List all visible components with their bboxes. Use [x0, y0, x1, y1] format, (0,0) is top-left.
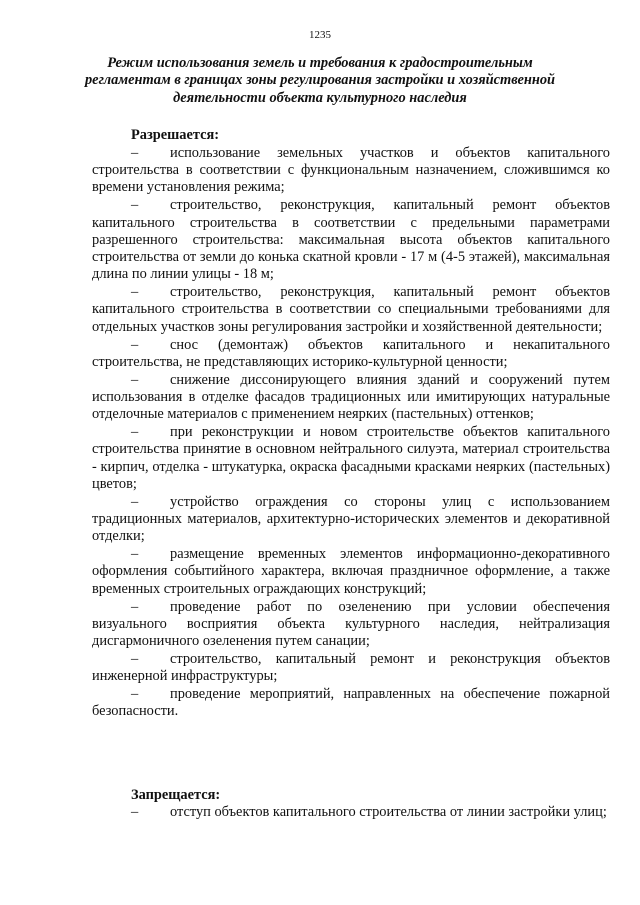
- allowed-item-text: при реконструкции и новом строительстве объектов капитального строительства принятие в основном нейтрального силуэта, материал строительства - кирпич, отделка - штукатурка, окраска фасадными красками неярких (пастельных) цветов;: [92, 424, 610, 492]
- allowed-list: [92, 145, 610, 721]
- allowed-item: [92, 424, 610, 493]
- allowed-item-text: строительство, реконструкция, капитальный ремонт объектов капитального строительства в соответствии со специальными требованиями для отдельных участков зоны регулирования застройки и хозяйственной деятельности;: [92, 284, 610, 335]
- dash-marker: –: [131, 598, 139, 615]
- page-number: 1235: [309, 29, 331, 41]
- allowed-item: [92, 686, 610, 720]
- allowed-item: [92, 494, 610, 546]
- dash-marker: –: [131, 336, 139, 353]
- allowed-item-text: строительство, капитальный ремонт и реконструкция объектов инженерной инфраструктуры;: [92, 651, 610, 685]
- allowed-item-text: размещение временных элементов информационно-декоративного оформления событийного характера, включая праздничное оформление, а также временных строительных ограждающих конструкций;: [92, 546, 610, 597]
- dash-marker: –: [131, 284, 139, 301]
- document-title: Режим использования земель и требования к градостроительным регламентам в границах зоны регулирования застройки и хозяйственной деятельности объекта культурного наследия: [84, 55, 556, 106]
- allowed-item: [92, 284, 610, 336]
- dash-marker: –: [131, 145, 139, 161]
- dash-marker: –: [131, 197, 139, 214]
- allowed-heading: Разрешается:: [131, 127, 220, 143]
- dash-marker: –: [131, 804, 139, 820]
- allowed-item-text: строительство, реконструкция, капитальный ремонт объектов капитального строительства в соответствии с предельными параметрами разрешенного строительства: максимальная высота объектов капитального строительства от земли до конька скатной кровли - 17 м (4-5 этажей), максимальная длина по линии улицы - 18 м;: [92, 197, 610, 283]
- allowed-item: [92, 197, 610, 283]
- forbidden-item-text: отступ объектов капитального строительства от линии застройки улиц;: [170, 804, 607, 820]
- allowed-item: [92, 145, 610, 197]
- dash-marker: –: [131, 371, 139, 388]
- dash-marker: –: [131, 546, 139, 563]
- forbidden-item: [92, 804, 610, 821]
- allowed-item-text: снижение диссонирующего влияния зданий и сооружений путем использования в отделке фасадов традиционных или имитирующих натуральные отделочные материалов с применением неярких (пастельных) оттенков;: [92, 371, 610, 423]
- allowed-item-text: снос (демонтаж) объектов капитального и некапитального строительства, не представляющих историко-культурной ценности;: [92, 336, 610, 370]
- allowed-item-text: проведение мероприятий, направленных на обеспечение пожарной безопасности.: [92, 686, 610, 720]
- allowed-item-text: использование земельных участков и объектов капитального строительства в соответствии с функциональным назначением, сложившимся ко времени установления режима;: [92, 145, 610, 196]
- allowed-item: [92, 337, 610, 371]
- forbidden-heading: Запрещается:: [131, 787, 221, 803]
- allowed-item: [92, 599, 610, 651]
- dash-marker: –: [131, 651, 139, 668]
- allowed-item-text: устройство ограждения со стороны улиц с использованием традиционных материалов, архитектурно-исторических элементов и декоративной отделки;: [92, 493, 610, 545]
- allowed-item: [92, 372, 610, 424]
- dash-marker: –: [131, 493, 139, 510]
- dash-marker: –: [131, 686, 139, 703]
- allowed-item-text: проведение работ по озеленению при условии обеспечения визуального восприятия объекта культурного наследия, нейтрализация дисгармоничного озеленения путем санации;: [92, 598, 610, 650]
- allowed-item: [92, 651, 610, 685]
- dash-marker: –: [131, 424, 139, 441]
- allowed-item: [92, 546, 610, 598]
- forbidden-list: [92, 804, 610, 822]
